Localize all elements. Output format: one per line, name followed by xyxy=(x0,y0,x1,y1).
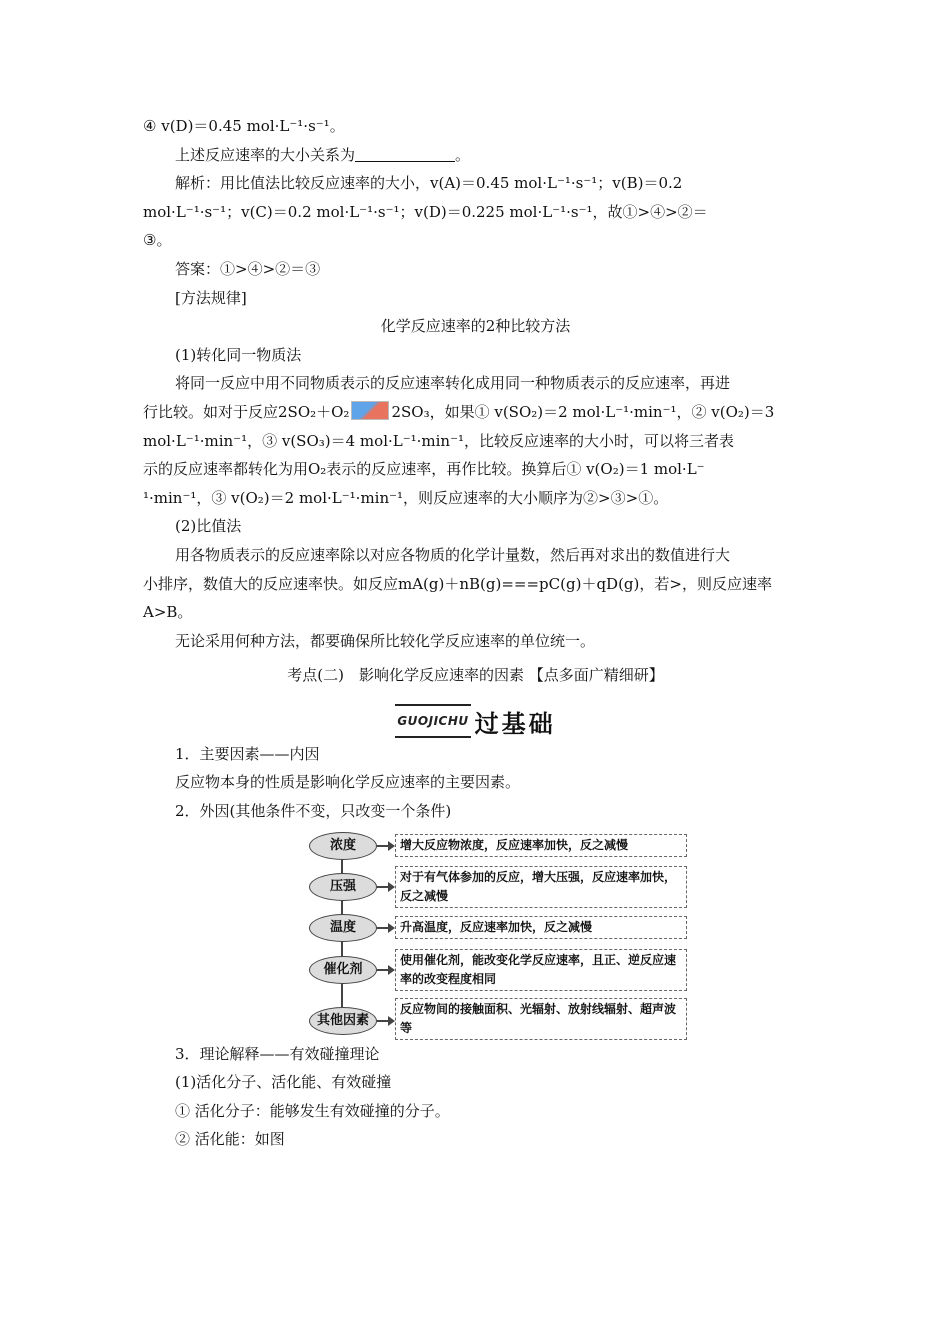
body-line: 无论采用何种方法，都要确保所比较化学反应速率的单位统一。 xyxy=(175,631,596,650)
sub-heading: (1)活化分子、活化能、有效碰撞 xyxy=(175,1073,392,1092)
body-line: 将同一反应中用不同物质表示的反应速率转化成用同一种物质表示的反应速率，再进 xyxy=(175,374,731,393)
badge-title: 过基础 xyxy=(474,710,556,739)
factors-diagram xyxy=(309,832,689,1040)
method-heading: (1)转化同一物质法 xyxy=(175,345,302,364)
body-line: ② 活化能：如图 xyxy=(175,1130,285,1149)
arrow-right-icon xyxy=(377,1020,393,1022)
body-line: mol·L⁻¹·min⁻¹，③ v(SO₃)＝4 mol·L⁻¹·min⁻¹，比较反应速率的大小时，可以将三者表 xyxy=(143,431,735,450)
factor-node: 催化剂 xyxy=(309,956,377,984)
section-badge xyxy=(143,704,808,739)
arrow-right-icon xyxy=(377,845,393,847)
list-item: 3．理论解释——有效碰撞理论 xyxy=(175,1044,380,1063)
document-page xyxy=(143,112,808,1154)
body-line: A>B。 xyxy=(143,603,193,622)
body-line: 小排序，数值大的反应速率快。如反应mA(g)＋nB(g)===pC(g)＋qD(g)，若>，则反应速率 xyxy=(143,574,772,593)
body-line: 示的反应速率都转化为用O₂表示的反应速率，再作比较。换算后① v(O₂)＝1 mol·L⁻ xyxy=(143,460,705,479)
answer-blank xyxy=(355,146,455,162)
question-prompt xyxy=(143,141,808,170)
factor-node: 浓度 xyxy=(309,832,377,860)
body-line: 用各物质表示的反应速率除以对应各物质的化学计量数，然后再对求出的数值进行大 xyxy=(175,545,731,564)
text-span: 。 xyxy=(455,145,471,164)
section-tag: [方法规律] xyxy=(175,288,247,307)
analysis-line: ③。 xyxy=(143,231,172,250)
list-item: 1．主要因素——内因 xyxy=(175,744,320,763)
analysis-line: 解析：用比值法比较反应速率的大小，v(A)＝0.45 mol·L⁻¹·s⁻¹；v(B)＝0.2 xyxy=(175,174,683,193)
factor-node: 压强 xyxy=(309,873,377,901)
reversible-arrow-icon xyxy=(351,401,389,420)
analysis-line: mol·L⁻¹·s⁻¹；v(C)＝0.2 mol·L⁻¹·s⁻¹；v(D)＝0.225 mol·L⁻¹·s⁻¹，故①>④>②＝ xyxy=(143,202,708,221)
answer-line: 答案：①>④>②＝③ xyxy=(175,259,321,278)
topic-heading: 考点(二) 影响化学反应速率的因素 【点多面广精细研】 xyxy=(287,666,664,685)
factor-description: 反应物间的接触面积、光辐射、放射线辐射、超声波等 xyxy=(395,998,687,1040)
body-line: 反应物本身的性质是影响化学反应速率的主要因素。 xyxy=(175,773,521,792)
factor-description: 对于有气体参加的反应，增大压强，反应速率加快，反之减慢 xyxy=(395,866,687,908)
factor-description: 升高温度，反应速率加快，反之减慢 xyxy=(395,916,687,939)
section-title: 化学反应速率的2种比较方法 xyxy=(380,317,571,336)
factor-description: 增大反应物浓度，反应速率加快，反之减慢 xyxy=(395,834,687,857)
arrow-right-icon xyxy=(377,927,393,929)
text-span: 上述反应速率的大小关系为 xyxy=(175,145,356,164)
text-line: ④ v(D)＝0.45 mol·L⁻¹·s⁻¹。 xyxy=(143,117,345,135)
factor-node: 温度 xyxy=(309,914,377,942)
badge-pinyin: GUOJICHU xyxy=(395,704,470,739)
text-span: 行比较。如对于反应2SO₂＋O₂ xyxy=(143,402,350,421)
body-line xyxy=(143,398,808,427)
factor-description: 使用催化剂，能改变化学反应速率，且正、逆反应速率的改变程度相同 xyxy=(395,949,687,991)
factor-node: 其他因素 xyxy=(309,1007,377,1035)
list-item: 2．外因(其他条件不变，只改变一个条件) xyxy=(175,802,452,821)
arrow-right-icon xyxy=(377,886,393,888)
text-span: 2SO₃，如果① v(SO₂)＝2 mol·L⁻¹·min⁻¹，② v(O₂)＝3 xyxy=(391,402,775,421)
method-heading: (2)比值法 xyxy=(175,517,242,536)
body-line: ① 活化分子：能够发生有效碰撞的分子。 xyxy=(175,1101,450,1120)
arrow-right-icon xyxy=(377,969,393,971)
body-line: ¹·min⁻¹，③ v(O₂)＝2 mol·L⁻¹·min⁻¹，则反应速率的大小顺序为②>③>①。 xyxy=(143,488,669,507)
